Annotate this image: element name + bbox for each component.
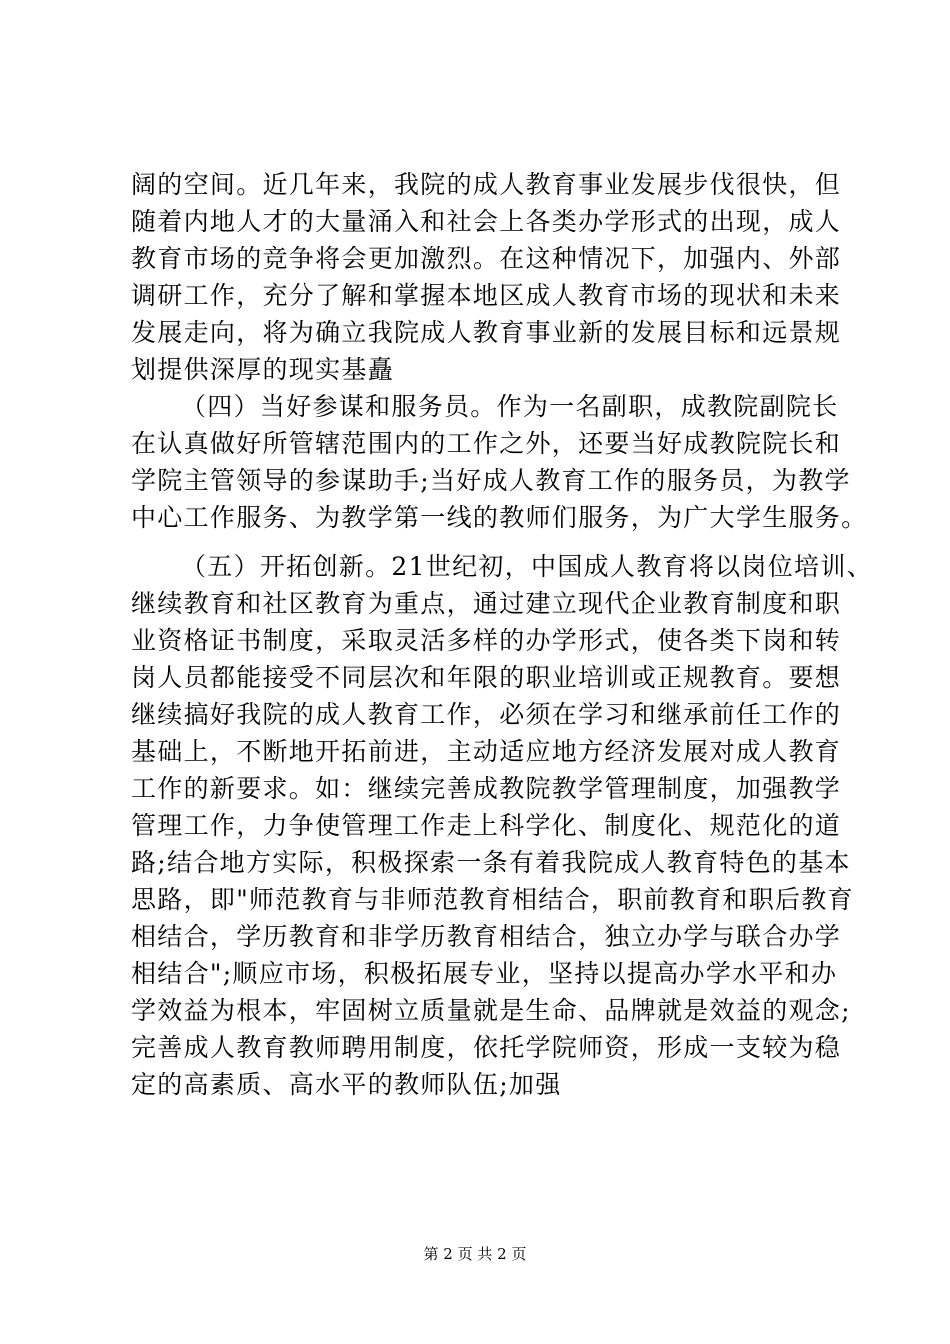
page-number-footer: 第 2 页 共 2 页 — [423, 1245, 527, 1263]
paragraph-line: 思路，即"师范教育与非师范教育相结合，职前教育和职后教育 — [131, 885, 854, 914]
paragraph-line: 中心工作服务、为教学第一线的教师们服务，为广大学生服务。 — [131, 503, 868, 532]
paragraph-line: 学院主管领导的参谋助手;当好成人教育工作的服务员，为教学 — [131, 466, 851, 495]
paragraph-line: 阔的空间。近几年来，我院的成人教育事业发展步伐很快，但 — [131, 170, 842, 199]
paragraph-line: 基础上，不断地开拓前进，主动适应地方经济发展对成人教育 — [131, 737, 842, 766]
paragraph-line: 发展走向，将为确立我院成人教育事业新的发展目标和远景规 — [131, 318, 842, 347]
paragraph-line: 完善成人教育教师聘用制度，依托学院师资，形成一支较为稳 — [131, 1033, 842, 1062]
paragraph-line: 岗人员都能接受不同层次和年限的职业培训或正规教育。要想 — [131, 663, 842, 692]
paragraph-line: 相结合";顺应市场，积极拓展专业，坚持以提高办学水平和办 — [131, 959, 838, 988]
paragraph-line: 相结合，学历教育和非学历教育相结合，独立办学与联合办学 — [131, 922, 842, 951]
paragraph-line: 调研工作，充分了解和掌握本地区成人教育市场的现状和未来 — [131, 281, 842, 310]
paragraph-line: 学效益为根本，牢固树立质量就是生命、品牌就是效益的观念; — [131, 996, 851, 1025]
paragraph-line: 随着内地人才的大量涌入和社会上各类办学形式的出现，成人 — [131, 207, 842, 236]
paragraph-line: 继续搞好我院的成人教育工作，必须在学习和继承前任工作的 — [131, 700, 842, 729]
paragraph-line: 路;结合地方实际，积极探索一条有着我院成人教育特色的基本 — [131, 848, 851, 877]
paragraph-line: 继续教育和社区教育为重点，通过建立现代企业教育制度和职 — [131, 589, 842, 618]
paragraph-line: 定的高素质、高水平的教师队伍;加强 — [131, 1070, 562, 1099]
paragraph-line: 业资格证书制度，采取灵活多样的办学形式，使各类下岗和转 — [131, 626, 842, 655]
paragraph-line: （四）当好参谋和服务员。作为一名副职，成教院副院长 — [181, 392, 839, 421]
paragraph-line: 在认真做好所管辖范围内的工作之外，还要当好成教院院长和 — [131, 429, 842, 458]
paragraph-line: 管理工作，力争使管理工作走上科学化、制度化、规范化的道 — [131, 811, 842, 840]
paragraph-line: 教育市场的竞争将会更加激烈。在这种情况下，加强内、外部 — [131, 244, 842, 273]
paragraph-line: 工作的新要求。如：继续完善成教院教学管理制度，加强教学 — [131, 774, 842, 803]
paragraph-line: （五）开拓创新。21世纪初，中国成人教育将以岗位培训、 — [181, 552, 873, 581]
paragraph-line: 划提供深厚的现实基矗 — [131, 355, 395, 384]
